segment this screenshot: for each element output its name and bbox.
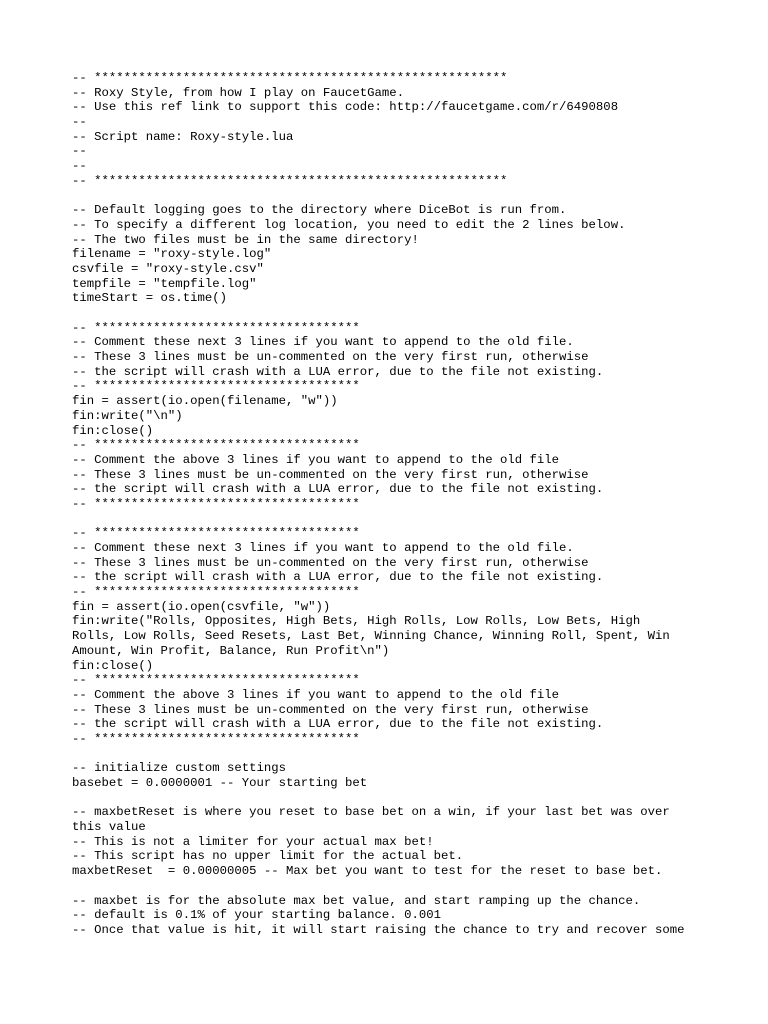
- code-line: timeStart = os.time(): [72, 291, 227, 306]
- code-line: -- maxbetReset is where you reset to base bet on a win, if your last bet was over: [72, 805, 670, 820]
- code-line: -- Use this ref link to support this code: http://faucetgame.com/r/6490808: [72, 100, 619, 115]
- code-line: --: [72, 144, 87, 159]
- code-line: -- default is 0.1% of your starting balance. 0.001: [72, 908, 441, 923]
- code-line: [72, 747, 762, 762]
- code-listing: [72, 71, 762, 938]
- code-line: -- maxbet is for the absolute max bet value, and start ramping up the chance.: [72, 893, 641, 908]
- code-line: Rolls, Low Rolls, Seed Resets, Last Bet, Winning Chance, Winning Roll, Spent, Win: [72, 629, 670, 644]
- code-line: -- Script name: Roxy-style.lua: [72, 129, 294, 144]
- code-line: fin:write("\n"): [72, 408, 183, 423]
- code-line: filename = "roxy-style.log": [72, 247, 272, 262]
- code-line: -- These 3 lines must be un-commented on the very first run, otherwise: [72, 555, 589, 570]
- code-line: [72, 189, 762, 204]
- code-line: -- ************************************: [72, 526, 360, 541]
- code-line: tempfile = "tempfile.log": [72, 276, 257, 291]
- code-line: -- Comment these next 3 lines if you want to append to the old file.: [72, 335, 574, 350]
- code-line: -- the script will crash with a LUA error, due to the file not existing.: [72, 364, 604, 379]
- code-line: fin:write("Rolls, Opposites, High Bets, High Rolls, Low Rolls, Low Bets, High: [72, 614, 641, 629]
- code-line: fin = assert(io.open(csvfile, "w")): [72, 599, 331, 614]
- code-line: maxbetReset = 0.00000005 -- Max bet you want to test for the reset to base bet.: [72, 864, 663, 879]
- code-line: -- ********************************************************: [72, 173, 508, 188]
- code-line: fin:close(): [72, 423, 154, 438]
- code-line: -- ************************************: [72, 438, 360, 453]
- code-line: [72, 879, 762, 894]
- code-line: csvfile = "roxy-style.csv": [72, 261, 264, 276]
- code-line: -- These 3 lines must be un-commented on the very first run, otherwise: [72, 350, 589, 365]
- code-line: -- The two files must be in the same directory!: [72, 232, 419, 247]
- code-line: -- ************************************: [72, 731, 360, 746]
- code-line: -- These 3 lines must be un-commented on the very first run, otherwise: [72, 467, 589, 482]
- code-line: -- the script will crash with a LUA error, due to the file not existing.: [72, 570, 604, 585]
- code-line: this value: [72, 820, 146, 835]
- code-line: -- This script has no upper limit for the actual bet.: [72, 849, 464, 864]
- code-line: -- These 3 lines must be un-commented on the very first run, otherwise: [72, 702, 589, 717]
- code-line: -- Comment the above 3 lines if you want to append to the old file: [72, 687, 560, 702]
- code-line: -- ********************************************************: [72, 71, 508, 85]
- code-line: -- ************************************: [72, 320, 360, 335]
- code-line: -- ************************************: [72, 496, 360, 511]
- code-line: -- ************************************: [72, 673, 360, 688]
- code-line: Amount, Win Profit, Balance, Run Profit\n"): [72, 643, 390, 658]
- code-line: -- initialize custom settings: [72, 761, 287, 776]
- code-line: [72, 791, 762, 806]
- code-line: --: [72, 115, 87, 130]
- code-line: -- Comment the above 3 lines if you want to append to the old file: [72, 452, 560, 467]
- code-line: [72, 306, 762, 321]
- code-line: -- To specify a different log location, you need to edit the 2 lines below.: [72, 217, 626, 232]
- code-line: -- the script will crash with a LUA error, due to the file not existing.: [72, 717, 604, 732]
- code-line: -- ************************************: [72, 379, 360, 394]
- code-line: --: [72, 159, 87, 174]
- code-line: -- Comment these next 3 lines if you want to append to the old file.: [72, 541, 574, 555]
- code-line: basebet = 0.0000001 -- Your starting bet: [72, 776, 368, 790]
- code-line: -- ************************************: [72, 585, 360, 600]
- code-line: [72, 512, 762, 527]
- code-line: fin:close(): [72, 658, 154, 673]
- code-line: -- Default logging goes to the directory where DiceBot is run from.: [72, 203, 567, 218]
- code-line: -- the script will crash with a LUA error, due to the file not existing.: [72, 482, 604, 497]
- code-line: -- Once that value is hit, it will start raising the chance to try and recover some: [72, 922, 685, 937]
- code-line: -- This is not a limiter for your actual max bet!: [72, 834, 434, 849]
- code-line: fin = assert(io.open(filename, "w")): [72, 394, 338, 409]
- code-line: -- Roxy Style, from how I play on FaucetGame.: [72, 85, 405, 100]
